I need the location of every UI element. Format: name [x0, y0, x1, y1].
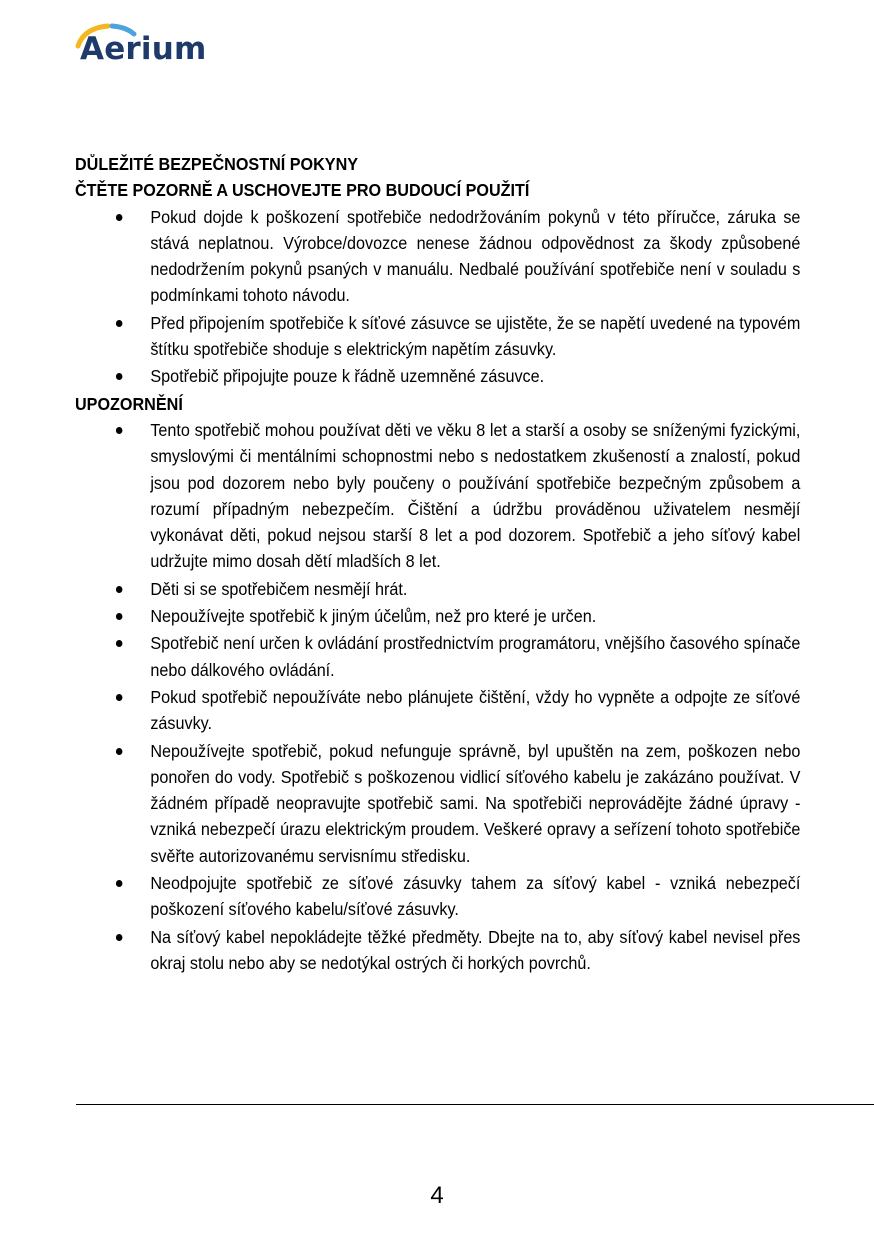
list-item: Děti si se spotřebičem nesmějí hrát.	[75, 576, 800, 602]
list-item: Neodpojujte spotřebič ze síťové zásuvky tahem za síťový kabel - vzniká nebezpečí poškození síťového kabelu/síťové zásuvky.	[75, 870, 800, 923]
list-item: Spotřebič připojujte pouze k řádně uzemněné zásuvce.	[75, 363, 800, 389]
brand-logo	[72, 20, 207, 68]
footer-divider	[76, 1104, 874, 1105]
list-item: Nepoužívejte spotřebič k jiným účelům, než pro které je určen.	[75, 603, 800, 629]
safety-heading-line1: DŮLEŽITÉ BEZPEČNOSTNÍ POKYNY	[75, 154, 359, 174]
list-item: Pokud dojde k poškození spotřebiče nedodržováním pokynů v této příručce, záruka se stává neplatnou. Výrobce/dovozce nenese žádnou odpovědnost za škody způsobené nedodržením pokynů psaných v manuálu. Nedbalé používání spotřebiče není v souladu s podmínkami tohoto návodu.	[75, 204, 800, 309]
list-item: Tento spotřebič mohou používat děti ve věku 8 let a starší a osoby se sníženými fyzickými, smyslovými či mentálními schopnostmi nebo s nedostatkem zkušeností a znalostí, pokud jsou pod dozorem nebo byly poučeny o používání spotřebiče bezpečným způsobem a rozumí případným nebezpečím. Čištění a údržbu prováděnou uživatelem nesmějí vykonávat děti, pokud nejsou starší 8 let a pod dozorem. Spotřebič a jeho síťový kabel udržujte mimo dosah dětí mladších 8 let.	[75, 417, 800, 575]
list-item: Před připojením spotřebiče k síťové zásuvce se ujistěte, že se napětí uvedené na typovém štítku spotřebiče shoduje s elektrickým napětím zásuvky.	[75, 310, 800, 363]
brand-name: Aerium	[80, 31, 207, 67]
safety-list	[75, 204, 800, 390]
document-body	[75, 151, 800, 977]
list-item: Na síťový kabel nepokládejte těžké předměty. Dbejte na to, aby síťový kabel nevisel přes okraj stolu nebo aby se nedotýkal ostrých či horkých povrchů.	[75, 924, 800, 977]
list-item: Spotřebič není určen k ovládání prostřednictvím programátoru, vnějšího časového spínače nebo dálkového ovládání.	[75, 630, 800, 683]
safety-heading-line2: ČTĚTE POZORNĚ A USCHOVEJTE PRO BUDOUCÍ POUŽITÍ	[75, 180, 530, 201]
list-item: Nepoužívejte spotřebič, pokud nefunguje správně, byl upuštěn na zem, poškozen nebo ponořen do vody. Spotřebič s poškozenou vidlicí síťového kabelu je zakázáno používat. V žádném případě neopravujte spotřebič sami. Na spotřebiči neprovádějte žádné úpravy - vzniká nebezpečí úrazu elektrickým proudem. Veškeré opravy a seřízení tohoto spotřebiče svěřte autorizovanému servisnímu středisku.	[75, 738, 800, 869]
logo-arc-icon	[74, 20, 138, 50]
page-number: 4	[430, 1182, 444, 1209]
list-item: Pokud spotřebič nepoužíváte nebo plánujete čištění, vždy ho vypněte a odpojte ze síťové zásuvky.	[75, 684, 800, 737]
warning-heading: UPOZORNĚNÍ	[75, 393, 183, 414]
warning-list	[75, 417, 800, 976]
